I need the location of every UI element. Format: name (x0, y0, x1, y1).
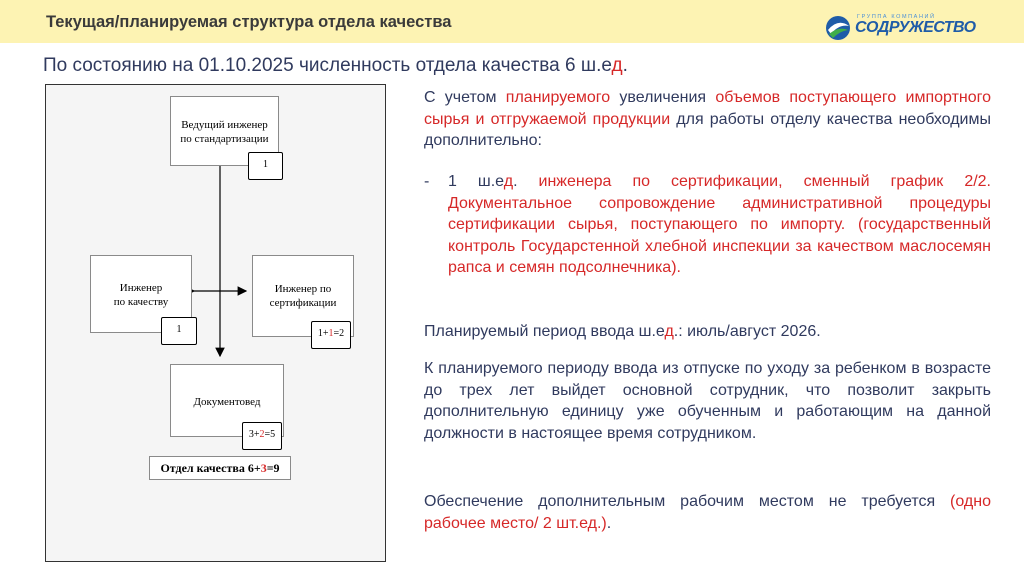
company-logo (823, 14, 976, 42)
subtitle-main: По состоянию на 01.10.2025 численность отдела качества 6 ш.е (43, 55, 612, 76)
paragraph-leave-note: К планируемого периоду ввода из отпуске по уходу за ребенком в возрасте до трех лет выйдет основной сотрудник, что позволит закрыть дополнительную единицу уже обученным и работающим на данной должности в настоящее время сотрудником. (424, 360, 991, 442)
p1-text-2: увеличения (610, 89, 716, 106)
cert-count-a: 1+ (317, 328, 329, 339)
logo-group-text: ГРУППА КОМПАНИЙ (857, 14, 936, 20)
total-a: Отдел качества 6+ (160, 461, 261, 475)
quality-engineer-line2: по качеству (113, 296, 169, 308)
p2-accent-2: инженера по сертификации, сменный график 2/2. Документальное сопровождение административной процедуры сертификации сырья, поступающего по импорту. (государственный контроль Государстенной хлебной инспекции за качеством маслосемян рапса и семян подсолнечника). (448, 173, 992, 276)
p2-text-1: 1 ш.е (448, 173, 504, 190)
paragraph-intro (424, 87, 991, 152)
cert-count-c: =2 (333, 328, 345, 339)
subtitle-end: . (622, 55, 628, 76)
p2-accent-1: д (503, 173, 514, 190)
doc-count-a: 3+ (248, 429, 260, 440)
org-chart (45, 84, 386, 562)
p2-text-2: . (513, 173, 539, 190)
paragraph-period (424, 321, 991, 343)
headcount-subtitle (43, 55, 628, 77)
cert-engineer-line1: Инженер по (274, 283, 332, 295)
paragraph-workplace (424, 491, 991, 534)
total-c: =9 (266, 461, 280, 475)
p3-accent-1: д (664, 323, 674, 340)
document-clerk-count (242, 422, 282, 450)
bullet-text (448, 171, 991, 279)
p3-text-1: Планируемый период ввода ш.е (424, 323, 665, 340)
lead-engineer-count: 1 (248, 152, 283, 180)
p5-accent-1: (одно рабочее место/ 2 шт.ед.) (424, 493, 991, 532)
paragraph-bullet (424, 171, 991, 279)
page-title: Текущая/планируемая структура отдела качества (46, 13, 452, 31)
p5-text-2: . (606, 514, 612, 532)
lead-engineer-line1: Ведущий инженер (181, 119, 268, 131)
quality-engineer-line1: Инженер (119, 282, 163, 294)
lead-engineer-line2: по стандартизации (180, 133, 269, 145)
department-total (149, 456, 291, 480)
logo-emblem-icon (823, 14, 853, 42)
cert-count-b: 1 (328, 328, 334, 339)
bullet-dash: - (424, 173, 430, 190)
quality-engineer-count: 1 (161, 317, 197, 345)
logo-brand-text: СОДРУЖЕСТВО (855, 19, 976, 36)
doc-count-b: 2 (259, 429, 265, 440)
p1-accent-2: объемов поступающего импортного сырья и отгружаемой продукции (424, 89, 992, 128)
p5-text-1: Обеспечение дополнительным рабочим местом не требуется (424, 493, 951, 510)
p1-text-1: С учетом (424, 89, 506, 106)
subtitle-accent: д (611, 55, 623, 76)
p1-text-3: для работы отделу качества необходимы дополнительно: (424, 110, 991, 149)
cert-engineer-line2: сертификации (269, 297, 337, 309)
total-b: 3 (260, 461, 267, 475)
document-clerk-line1: Документовед (193, 396, 261, 408)
doc-count-c: =5 (264, 429, 276, 440)
p1-accent-1: планируемого (505, 89, 611, 106)
p3-text-2: .: июль/август 2026. (673, 323, 821, 340)
cert-engineer-count (311, 321, 351, 349)
